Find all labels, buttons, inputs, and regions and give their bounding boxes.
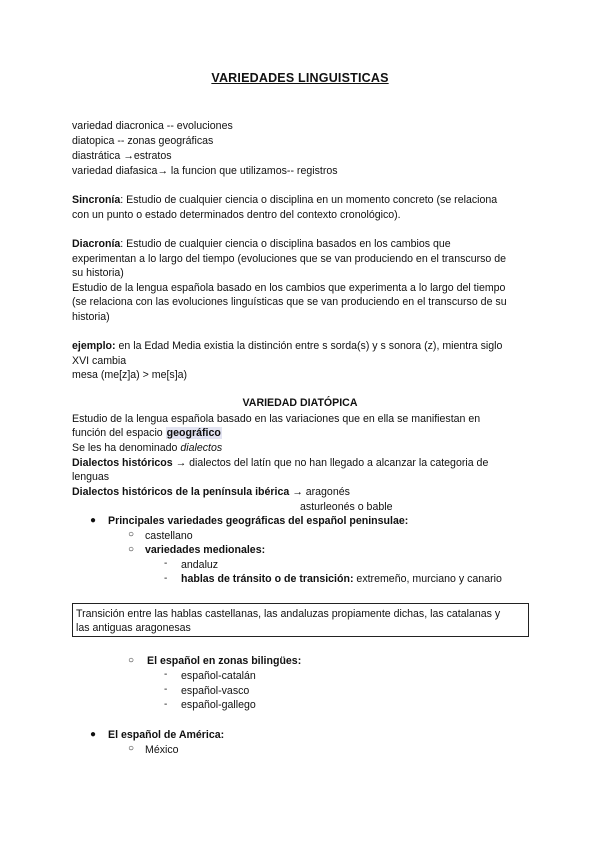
intro-line: diastrática →estratos <box>72 150 172 162</box>
sincronia-paragraph <box>72 193 497 208</box>
note-box-line: Transición entre las hablas castellanas, las andaluzas propiamente dichas, las catalanas y <box>76 608 501 620</box>
diacronia-line: (se relaciona con las evoluciones linguísticas que se van produciendo en el transcurso de su <box>72 296 507 308</box>
diacronia-line: Estudio de la lengua española basado en los cambios que experimenta a lo largo del tiempo <box>72 282 506 294</box>
disc-bullet-icon: ● <box>90 515 97 526</box>
intro-line: variedad diacronica -- evoluciones <box>72 120 233 132</box>
list-item-label: El español en zonas bilingües: <box>147 655 302 667</box>
dialectos-historicos-cont: lenguas <box>72 471 110 483</box>
sincronia-term: Sincronía <box>72 194 121 206</box>
dialectos-peninsula-text: → aragonés <box>289 486 350 498</box>
ejemplo-paragraph <box>72 339 502 354</box>
list-item-bilingue: español-catalán <box>181 670 256 682</box>
diacronia-line: historia) <box>72 311 110 323</box>
diatopica-line: Estudio de la lengua española basado en las variaciones que en ella se manifiestan en <box>72 413 481 425</box>
note-box-line: las antiguas aragonesas <box>76 622 191 634</box>
list-item-bilingues <box>147 654 301 669</box>
ejemplo-line: mesa (me[z]a) > me[s]a) <box>72 369 188 381</box>
circle-bullet-icon: ○ <box>128 544 135 555</box>
list-item-principales <box>108 514 408 529</box>
list-item-bilingue: español-gallego <box>181 699 256 711</box>
diatopica-line <box>72 426 222 441</box>
sincronia-line: con un punto o estado determinados dentro del contexto cronológico). <box>72 209 401 221</box>
circle-bullet-icon: ○ <box>128 529 135 540</box>
diacronia-line: experimentan a lo largo del tiempo (evoluciones que se van produciendo en el transcurso de <box>72 253 507 265</box>
diatopica-text: Se les ha denominado <box>72 442 181 454</box>
ejemplo-term: ejemplo: <box>72 340 116 352</box>
ejemplo-text: en la Edad Media existia la distinción entre s sorda(s) y s sonora (z), mientra siglo <box>115 340 503 352</box>
list-item-label: El español de América: <box>108 729 225 741</box>
list-item-america <box>108 728 224 743</box>
dash-bullet-icon: - <box>164 684 168 695</box>
diacronia-line: su historia) <box>72 267 124 279</box>
list-item-bilingue: español-vasco <box>181 685 250 697</box>
dialectos-historicos-text: → dialectos del latín que no han llegado a alcanzar la categoria de <box>172 457 489 469</box>
list-item-label: variedades medionales: <box>145 544 266 556</box>
list-item-mexico: México <box>145 744 179 756</box>
list-item-label: Principales variedades geográficas del español peninsulae: <box>108 515 409 527</box>
dialectos-peninsula-line <box>72 485 350 500</box>
sincronia-text: : Estudio de cualquier ciencia o disciplina en un momento concreto (se relaciona <box>120 194 498 206</box>
document-title: VARIEDADES LINGUISTICAS <box>211 71 389 85</box>
dash-bullet-icon: - <box>164 558 168 569</box>
highlighted-word: geográfico <box>166 427 221 439</box>
dash-bullet-icon: - <box>164 573 168 584</box>
dash-bullet-icon: - <box>164 669 168 680</box>
circle-bullet-icon: ○ <box>128 655 135 666</box>
diatopica-line <box>72 441 222 456</box>
hablas-term: hablas de tránsito o de transición: <box>181 573 354 585</box>
dash-bullet-icon: - <box>164 699 168 710</box>
circle-bullet-icon: ○ <box>128 743 135 754</box>
list-item-meridionales <box>145 543 265 558</box>
diacronia-text: : Estudio de cualquier ciencia o disciplina basados en los cambios que <box>120 238 451 250</box>
diatopica-text: función del espacio <box>72 427 166 439</box>
ejemplo-line: XVI cambia <box>72 355 127 367</box>
dialectos-historicos-term: Dialectos históricos <box>72 457 173 469</box>
dialectos-peninsula-term: Dialectos históricos de la península ibérica <box>72 486 290 498</box>
dialectos-peninsula-next: asturleonés o bable <box>300 501 393 513</box>
hablas-text: extremeño, murciano y canario <box>353 573 502 585</box>
disc-bullet-icon: ● <box>90 729 97 740</box>
intro-line: variedad diafasica→ la funcion que utilizamos-- registros <box>72 165 338 177</box>
list-item-hablas <box>181 572 502 587</box>
section-title-diatopica: VARIEDAD DIATÓPICA <box>242 397 358 409</box>
diacronia-paragraph <box>72 237 451 252</box>
dialectos-historicos-line <box>72 456 488 471</box>
italic-word: dialectos <box>180 442 223 454</box>
diacronia-term: Diacronía <box>72 238 121 250</box>
list-item-castellano: castellano <box>145 530 193 542</box>
intro-line: diatopica -- zonas geográficas <box>72 135 214 147</box>
list-item-andaluz: andaluz <box>181 559 219 571</box>
